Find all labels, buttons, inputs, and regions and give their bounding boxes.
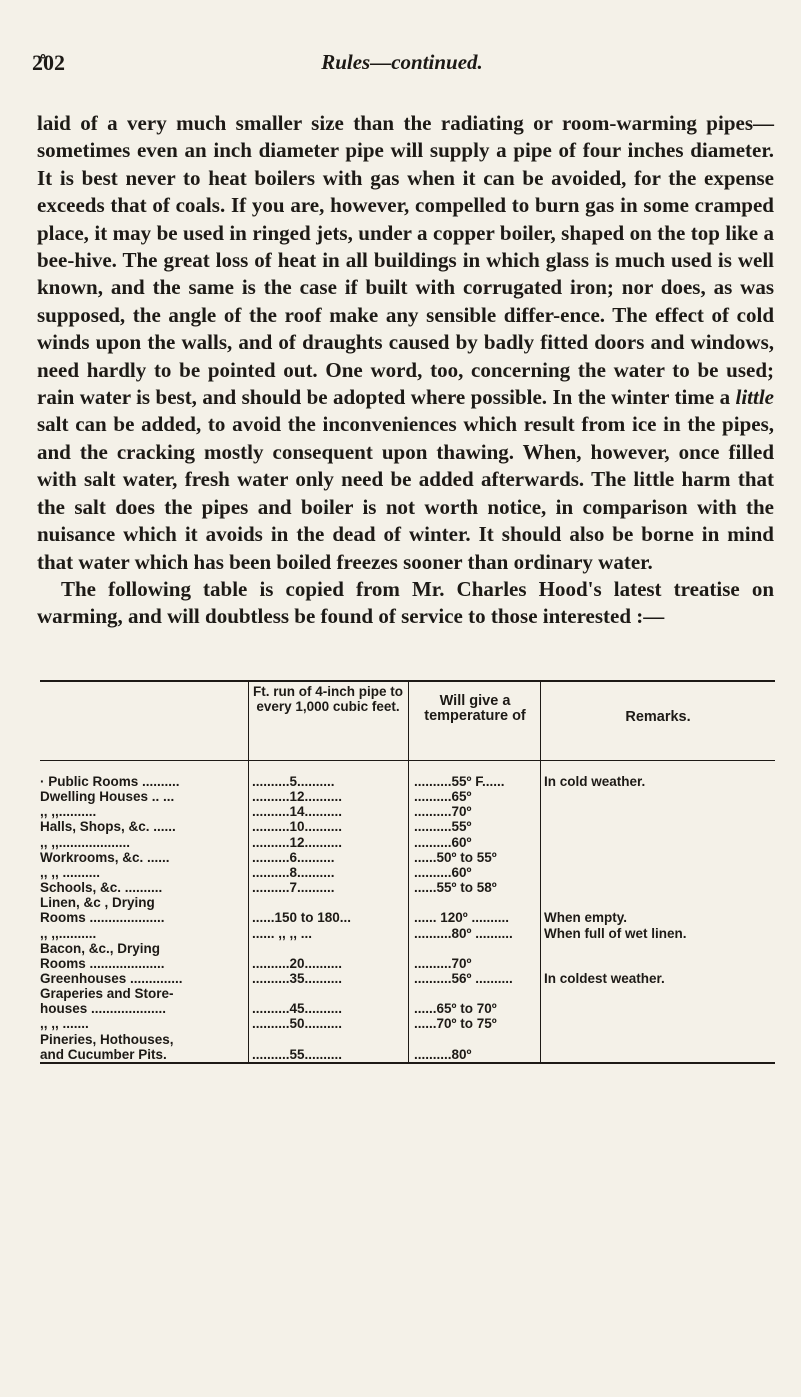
temperature-cell: ..........80º .......... (414, 925, 513, 941)
row-label: Bacon, &c., Drying (40, 940, 161, 956)
temperature-cell: ..........70º (414, 955, 472, 971)
row-label: · Public Rooms .......... (40, 774, 180, 789)
temperature-cell: ..........56º .......... (414, 970, 513, 986)
running-title: Rules—continued. (321, 50, 483, 74)
header-remarks: Remarks. (625, 709, 691, 725)
row-label: ,, ,,.......... (40, 925, 97, 941)
header-temperature: Will give a temperature of (424, 693, 526, 724)
pipe-run-cell: ..........5.......... (252, 774, 335, 789)
page-header (32, 50, 772, 80)
row-label: ,, ,, ....... (40, 1016, 89, 1032)
row-label: ,, ,,.......... (40, 804, 97, 820)
body-text (37, 110, 774, 631)
temperature-cell: ..........65º (414, 789, 472, 805)
remark-cell: In cold weather. (544, 774, 646, 789)
temperature-cell: ...... 120º .......... (414, 910, 509, 926)
remark-cell: When empty. (544, 910, 628, 926)
pipe-run-cell: ..........12.......... (252, 789, 343, 805)
temperature-cell: ......50º to 55º (414, 849, 497, 865)
pipe-run-cell: ..........6.......... (252, 849, 335, 865)
pipe-run-cell: ..........50.......... (252, 1016, 343, 1032)
row-label: Graperies and Store- (40, 986, 174, 1002)
paragraph-1-text: laid of a very much smaller size than the radiating or room-warming pipes—sometimes even an inch diameter pipe will supply a pipe of four inches diameter. It is best never to heat boilers with gas when it can be avoided, for the expense exceeds that of coals. If you are, however, compelled to burn gas in some cramped place, it may be used in ringed jets, under a copper boiler, shaped on the top like a bee-hive. The great loss of heat in all buildings in which glass is much used is well known, and the same is the case if built with corrugated iron; nor does, as was supposed, the angle of the roof make any sensible differ-ence. The effect of cold winds upon the walls, and of draughts caused by badly fitted doors and windows, need hardly to be pointed out. One word, too, concerning the water to be used; rain water is best, and should be adopted where possible. In the winter time a (37, 111, 774, 410)
temperature-cell: ..........55º (414, 819, 472, 835)
paragraph-1-continued: salt can be added, to avoid the inconveniences which result from ice in the pipes, and the cracking mostly consequent upon thawing. When, however, once filled with salt water, fresh water only need be added afterwards. The little harm that the salt does the pipes and boiler is not worth notice, in comparison with the nuisance which it avoids in the dead of winter. It should also be borne in mind that water which has been boiled freezes sooner than ordinary water. (37, 412, 774, 574)
pipe-run-cell: ......150 to 180... (252, 910, 352, 926)
row-label: Dwelling Houses .. ... (40, 789, 175, 805)
pipe-run-cell: ...... ,, ,, ... (252, 925, 313, 941)
row-label: houses .................... (40, 1001, 167, 1017)
row-label: Schools, &c. .......... (40, 880, 163, 896)
row-label: Rooms .................... (40, 955, 165, 971)
row-label: Halls, Shops, &c. ...... (40, 819, 176, 835)
column-divider (408, 680, 409, 1062)
temperature-cell: ......55º to 58º (414, 880, 497, 896)
row-label: Workrooms, &c. ...... (40, 849, 170, 865)
pipe-run-cell: ..........45.......... (252, 1001, 343, 1017)
pipe-run-cell: ..........7.......... (252, 880, 335, 896)
row-label: ,, ,, .......... (40, 864, 101, 880)
pipe-run-cell: ..........20.......... (252, 955, 343, 971)
heating-table (40, 680, 775, 1063)
pipe-run-cell: ..........12.......... (252, 834, 343, 850)
pipe-run-cell: ..........10.......... (252, 819, 343, 835)
column-divider (540, 680, 541, 1062)
temperature-cell: ..........60º (414, 864, 472, 880)
header-pipe-run: Ft. run of 4-inch pipe to every 1,000 cubic feet. (253, 684, 403, 714)
remark-cell: In coldest weather. (544, 970, 665, 986)
row-label: Linen, &c , Drying (40, 895, 155, 911)
temperature-cell: ......70º to 75º (414, 1016, 497, 1032)
row-label: Rooms .................... (40, 910, 165, 926)
paragraph-2: The following table is copied from Mr. Charles Hood's latest treatise on warming, and will doubtless be found of service to those interested :— (37, 576, 774, 629)
temperature-cell: ..........80º (414, 1046, 472, 1062)
remark-cell: When full of wet linen. (544, 925, 687, 941)
temperature-cell: ..........70º (414, 804, 472, 820)
row-label: ,, ,,................... (40, 834, 131, 850)
table-bottom-rule (40, 1062, 775, 1064)
row-label: Greenhouses .............. (40, 970, 183, 986)
row-label: Pineries, Hothouses, (40, 1031, 174, 1047)
temperature-cell: ..........55º F...... (414, 774, 505, 789)
pipe-run-cell: ..........35.......... (252, 970, 343, 986)
emphasis-little: little (735, 385, 774, 410)
pipe-run-cell: ..........14.......... (252, 804, 343, 820)
page-number: 2̊02 (32, 50, 65, 75)
pipe-run-cell: ..........55.......... (252, 1046, 343, 1062)
pipe-run-cell: ..........8.......... (252, 864, 335, 880)
temperature-cell: ..........60º (414, 834, 472, 850)
paragraph-1 (37, 110, 774, 576)
row-label: and Cucumber Pits. (40, 1046, 167, 1062)
column-divider (248, 680, 249, 1062)
temperature-cell: ......65º to 70º (414, 1001, 497, 1017)
